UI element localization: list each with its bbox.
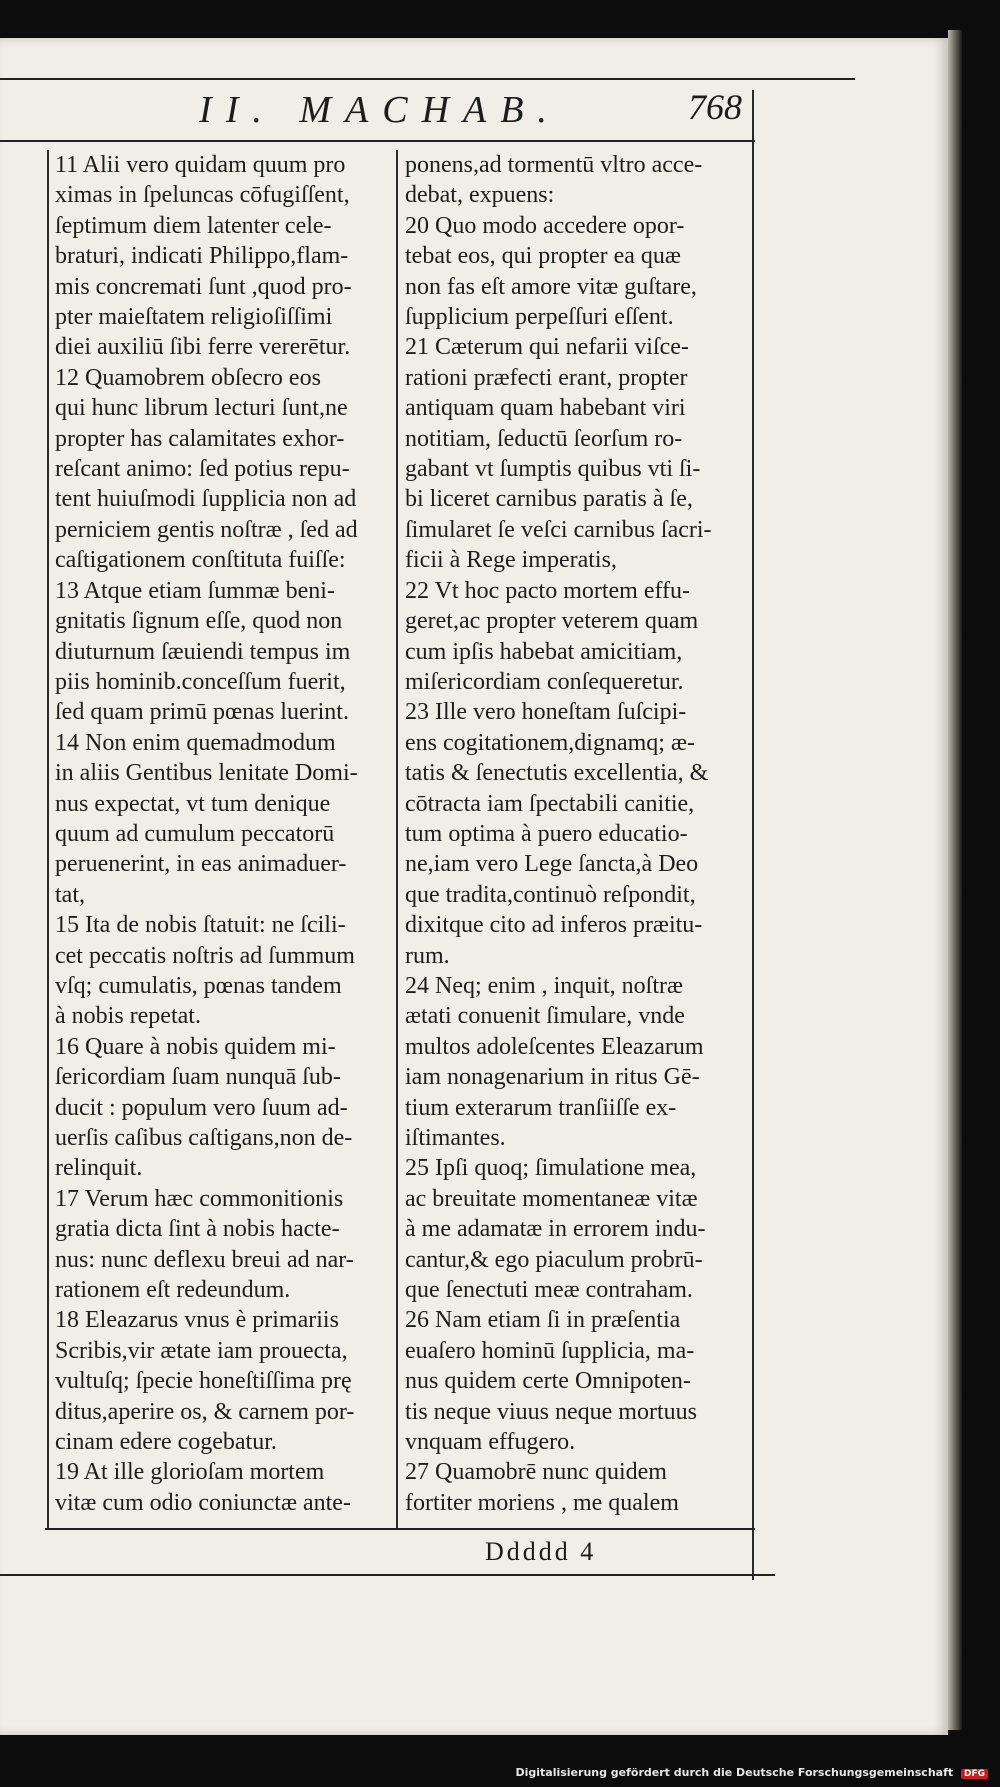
text-line: 27 Quamobrē nunc quidem <box>405 1459 667 1486</box>
text-line: peruenerint, in eas animaduer- <box>55 851 347 878</box>
text-line: ætati conuenit ſimulare, vnde <box>405 1003 685 1030</box>
text-line: ſimularet ſe veſci carnibus ſacri- <box>405 516 712 543</box>
signature-mark: Ddddd 4 <box>485 1537 597 1566</box>
text-line: ſed quam primū pœnas luerint. <box>55 699 349 726</box>
text-line: 22 Vt hoc pacto mortem effu- <box>405 577 691 604</box>
text-line: 20 Quo modo accedere opor- <box>405 212 685 239</box>
text-line: tis neque viuus neque mortuus <box>405 1398 697 1425</box>
text-line: 12 Quamobrem obſecro eos <box>55 364 321 391</box>
text-line: ponens,ad tormentū vltro acce- <box>405 152 703 178</box>
text-line: rum. <box>405 942 450 969</box>
text-line: multos adoleſcentes Eleazarum <box>405 1033 704 1060</box>
text-line: nus quidem certe Omnipoten- <box>405 1368 691 1395</box>
text-line: cum ipſis habebat amicitiam, <box>405 638 683 665</box>
text-line: tum optima à puero educatio- <box>405 820 688 847</box>
text-line: rationi præfecti erant, propter <box>405 364 688 391</box>
text-line: iam nonagenarium in ritus Gē- <box>405 1064 700 1091</box>
text-line: tat, <box>55 881 85 908</box>
text-line: diei auxiliū ſibi ferre vererētur. <box>55 334 351 361</box>
text-line: 24 Neq; enim , inquit, noſtræ <box>405 972 683 999</box>
text-line: gratia dicta ſint à nobis hacte- <box>55 1216 340 1243</box>
text-line: cinam edere cogebatur. <box>55 1429 277 1456</box>
text-line: rationem eſt redeundum. <box>55 1277 291 1304</box>
text-line: 14 Non enim quemadmodum <box>55 729 336 756</box>
left-margin-rule <box>47 150 49 1530</box>
footer-rule <box>0 1574 775 1576</box>
text-line: nus expectat, vt tum denique <box>55 790 331 817</box>
text-line: iſtimantes. <box>405 1125 506 1151</box>
text-line: piis hominib.conceſſum fuerit, <box>55 668 346 695</box>
text-line: que ſenectuti meæ contraham. <box>405 1277 693 1304</box>
text-line: debat, expuens: <box>405 182 555 209</box>
text-line: propter has calamitates exhor- <box>55 425 345 452</box>
text-line: ſericordiam ſuam nunquā ſub- <box>55 1064 341 1091</box>
text-line: notitiam, ſeductū ſeorſum ro- <box>405 425 683 452</box>
text-line: 26 Nam etiam ſi in præſentia <box>405 1307 681 1334</box>
text-line: 25 Ipſi quoq; ſimulatione mea, <box>405 1155 697 1182</box>
credit-text: Digitalisierung gefördert durch die Deutsche Forschungsgemeinschaft <box>515 1766 954 1779</box>
text-line: cantur,& ego piaculum probrū- <box>405 1246 703 1273</box>
page-edge <box>948 30 962 1730</box>
text-line: gnitatis ſignum eſſe, quod non <box>55 608 343 635</box>
text-line: ſupplicium perpeſſuri eſſent. <box>405 304 674 331</box>
text-line: à nobis repetat. <box>55 1003 201 1030</box>
text-line: pter maieſtatem religioſiſſimi <box>55 304 333 331</box>
text-line: tent huiuſmodi ſupplicia non ad <box>55 486 357 513</box>
text-line: 17 Verum hæc commonitionis <box>55 1185 344 1212</box>
text-line: ne,iam vero Lege ſancta,à Deo <box>405 851 699 878</box>
text-line: vnquam effugero. <box>405 1429 576 1456</box>
text-line: braturi, indicati Philippo,flam- <box>55 243 349 270</box>
text-line: 21 Cæterum qui nefarii viſce- <box>405 334 689 361</box>
text-line: Scribis,vir ætate iam prouecta, <box>55 1337 348 1364</box>
column-divider <box>396 150 398 1530</box>
text-line: ficii à Rege imperatis, <box>405 547 617 574</box>
text-line: ditus,aperire os, & carnem por- <box>55 1398 355 1425</box>
text-line: vſq; cumulatis, pœnas tandem <box>55 972 342 999</box>
text-line: cet peccatis noſtris ad ſummum <box>55 942 355 969</box>
text-line: ens cogitationem,dignamq; æ- <box>405 729 695 756</box>
text-line: 16 Quare à nobis quidem mi- <box>55 1033 336 1060</box>
dfg-logo: DFG <box>961 1769 988 1779</box>
text-line: 18 Eleazarus vnus è primariis <box>55 1307 339 1334</box>
text-line: 23 Ille vero honeſtam ſuſcipi- <box>405 699 687 726</box>
text-line: miſericordiam conſequeretur. <box>405 668 684 695</box>
text-line: nus: nunc deflexu breui ad nar- <box>55 1246 354 1273</box>
text-line: perniciem gentis noſtræ , ſed ad <box>55 516 358 543</box>
text-line: 11 Alii vero quidam quum pro <box>55 152 346 178</box>
text-line: euaſero hominū ſupplicia, ma- <box>405 1337 695 1364</box>
text-line: uerſis caſibus caſtigans,non de- <box>55 1125 353 1151</box>
text-line: à me adamatæ in errorem indu- <box>405 1216 706 1243</box>
text-line: quum ad cumulum peccatorū <box>55 820 335 847</box>
text-line: in aliis Gentibus lenitate Domi- <box>55 760 358 787</box>
text-line: reſcant animo: ſed potius repu- <box>55 456 350 483</box>
text-line: 13 Atque etiam ſummæ beni- <box>55 577 335 604</box>
text-line: tatis & ſenectutis excellentia, & <box>405 760 709 787</box>
text-line: que tradita,continuò reſpondit, <box>405 881 696 908</box>
page-number: 768 <box>688 87 742 127</box>
text-line: vultuſq; ſpecie honeſtiſſima prę <box>55 1368 352 1395</box>
text-line: cōtracta iam ſpectabili canitie, <box>405 790 695 817</box>
text-line: dixitque cito ad inferos præitu- <box>405 912 703 939</box>
text-line: 15 Ita de nobis ſtatuit: ne ſcili- <box>55 912 346 939</box>
text-line: mis concremati ſunt ,quod pro- <box>55 273 352 300</box>
text-line: ximas in ſpeluncas cōfugiſſent, <box>55 182 350 209</box>
text-line: ac breuitate momentaneæ vitæ <box>405 1185 698 1212</box>
text-line: qui hunc librum lecturi ſunt,ne <box>55 395 348 422</box>
text-line: bi liceret carnibus paratis à ſe, <box>405 486 693 513</box>
right-text-column <box>405 150 750 1518</box>
text-line: geret,ac propter veterem quam <box>405 608 699 635</box>
digitization-credit <box>515 1766 988 1779</box>
right-margin-rule <box>752 90 754 1580</box>
text-line: tebat eos, qui propter ea quæ <box>405 243 681 270</box>
text-line: antiquam quam habebant viri <box>405 395 686 422</box>
text-line: ſeptimum diem latenter cele- <box>55 212 332 239</box>
text-line: fortiter moriens , me qualem <box>405 1489 679 1516</box>
header-rule <box>0 140 755 142</box>
text-line: ducit : populum vero ſuum ad- <box>55 1094 348 1121</box>
text-line: diuturnum ſæuiendi tempus im <box>55 638 351 665</box>
text-line: non fas eſt amore vitæ guſtare, <box>405 273 697 300</box>
text-line: tium exterarum tranſiiſſe ex- <box>405 1094 677 1121</box>
text-line: relinquit. <box>55 1155 143 1182</box>
text-line: vitæ cum odio coniunctæ ante- <box>55 1489 351 1516</box>
bottom-rule <box>45 1528 755 1530</box>
text-line: caſtigationem conſtituta fuiſſe: <box>55 547 346 574</box>
text-line: 19 At ille glorioſam mortem <box>55 1459 325 1486</box>
running-head: II. MACHAB. <box>199 89 561 131</box>
top-rule <box>0 78 855 80</box>
left-text-column <box>55 150 395 1518</box>
text-line: gabant vt ſumptis quibus vti ſi- <box>405 456 701 483</box>
